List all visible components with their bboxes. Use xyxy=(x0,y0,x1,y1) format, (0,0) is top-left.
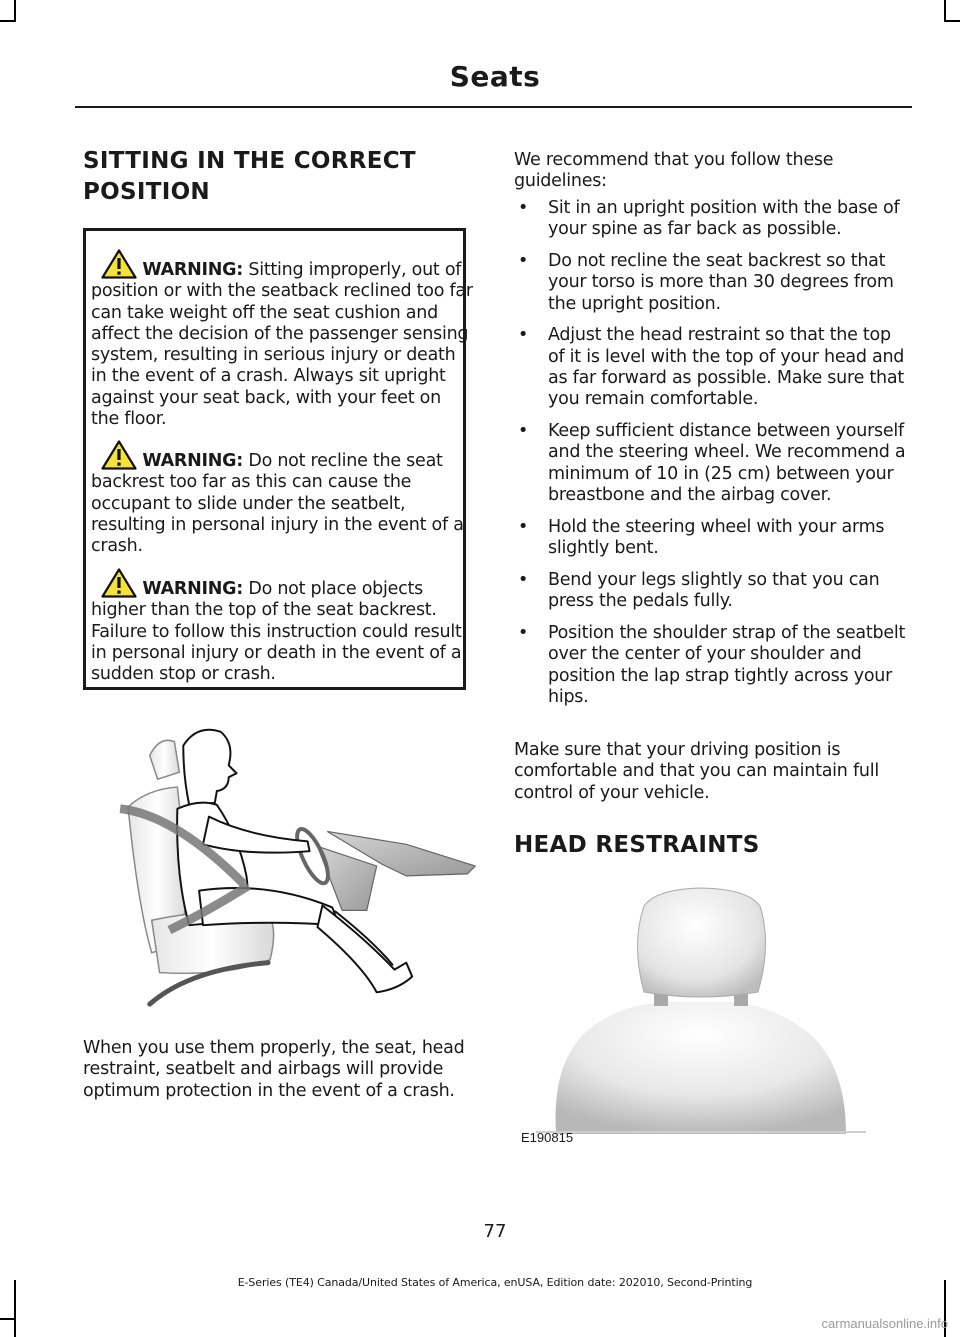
list-item: • Sit in an upright position with the base of your spine as far back as possible. xyxy=(514,198,910,241)
guidelines-list xyxy=(514,198,910,719)
list-item: • Hold the steering wheel with your arms slightly bent. xyxy=(514,517,910,560)
warning-label: WARNING: xyxy=(142,260,244,280)
header-rule xyxy=(75,106,912,108)
warning-triangle-icon xyxy=(101,440,137,470)
section-title-head-restraints: HEAD RESTRAINTS xyxy=(514,832,760,858)
warning-label: WARNING: xyxy=(142,579,244,599)
warning-triangle-icon xyxy=(101,249,137,279)
document-footer: E-Series (TE4) Canada/United States of America, enUSA, Edition date: 202010, Second-Printing xyxy=(237,1276,753,1289)
warning-text: Sitting improperly, out of position or with the seatback reclined too far can take weight off the seat cushion and affect the decision of the passenger sensing system, resulting in serious injury or death in the event of a crash. Always sit upright against your seat back, with your feet on the floor. xyxy=(91,260,473,430)
warning-text: Do not recline the seat backrest too far as this can cause the occupant to slide under the seatbelt, resulting in personal injury in the event of a crash. xyxy=(91,451,464,557)
page-number: 77 xyxy=(483,1221,507,1242)
figure-code: E190815 xyxy=(521,1130,574,1145)
seating-position-illustration xyxy=(80,718,476,1014)
crop-mark xyxy=(944,20,960,22)
watermark: carmanualsonline.info xyxy=(821,1316,948,1331)
list-item: • Keep sufficient distance between yourself and the steering wheel. We recommend a minimum of 10 in (25 cm) between your breastbone and the airbag cover. xyxy=(514,421,910,506)
warning-1 xyxy=(86,249,473,430)
crop-mark xyxy=(14,0,16,20)
section-title-line2: POSITION xyxy=(83,179,210,205)
list-item: • Position the shoulder strap of the seatbelt over the center of your shoulder and position the lap strap tightly across your hips. xyxy=(514,623,910,708)
list-item: • Bend your legs slightly so that you can press the pedals fully. xyxy=(514,570,910,613)
closing-paragraph: Make sure that your driving position is comfortable and that you can maintain full control of your vehicle. xyxy=(514,740,879,803)
warning-text: Do not place objects higher than the top of the seat backrest. Failure to follow this instruction could result in personal injury or death in the event of a sudden stop or crash. xyxy=(91,579,462,685)
warning-triangle-icon xyxy=(101,568,137,598)
warning-3 xyxy=(86,568,473,685)
crop-mark xyxy=(944,0,946,20)
head-restraint-illustration xyxy=(515,884,877,1134)
crop-mark xyxy=(0,20,16,22)
protection-paragraph: When you use them properly, the seat, head restraint, seatbelt and airbags will provide optimum protection in the event of a crash. xyxy=(83,1038,465,1101)
warning-label: WARNING: xyxy=(142,451,244,471)
guidelines-intro: We recommend that you follow these guidelines: xyxy=(514,150,834,192)
section-title-line1: SITTING IN THE CORRECT xyxy=(83,148,416,174)
list-item: • Adjust the head restraint so that the top of it is level with the top of your head and as far forward as possible. Make sure that you remain comfortable. xyxy=(514,325,910,410)
warning-box xyxy=(83,228,473,690)
crop-mark xyxy=(0,1318,16,1320)
warning-2 xyxy=(86,440,473,557)
list-item: • Do not recline the seat backrest so that your torso is more than 30 degrees from the upright position. xyxy=(514,251,910,315)
page-header-title: Seats xyxy=(449,60,541,93)
